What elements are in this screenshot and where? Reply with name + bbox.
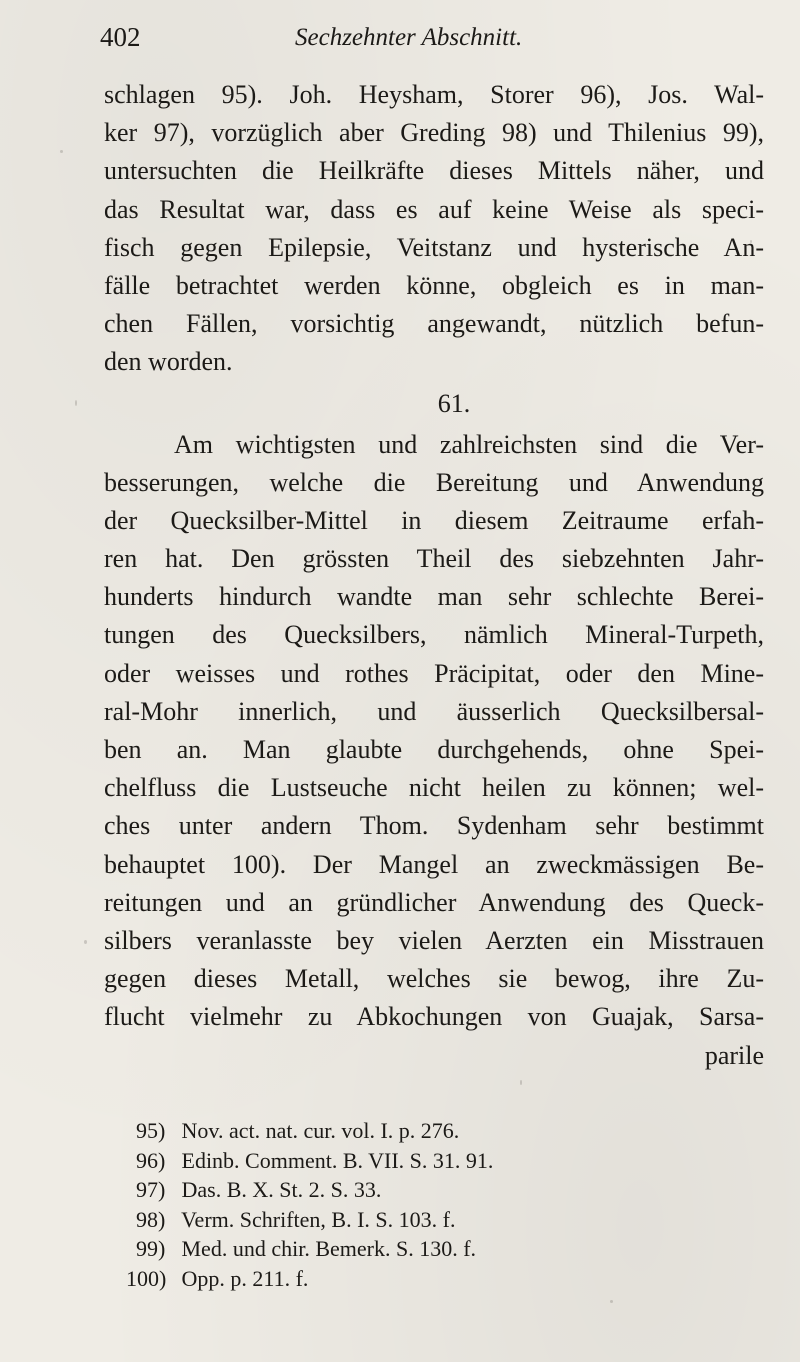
text-line: ren hat. Den grössten Theil des siebzehnten Jahr- [104, 544, 764, 574]
page-number: 402 [100, 22, 141, 52]
catchword: parile [704, 1040, 764, 1070]
footnotes [126, 1116, 756, 1294]
footnote-number: 100) [126, 1265, 167, 1291]
footnote-number: 98) [136, 1206, 166, 1232]
footnote-text: Verm. Schriften, B. I. S. 103. f. [181, 1206, 456, 1232]
text-line: ral-Mohr innerlich, und äusserlich Quecksilbersal- [104, 696, 764, 726]
footnote-text: Nov. act. nat. cur. vol. I. p. 276. [181, 1118, 460, 1143]
text-line: fisch gegen Epilepsie, Veitstanz und hysterische An- [104, 232, 764, 262]
text-line: untersuchten die Heilkräfte dieses Mittels näher, und [104, 156, 764, 186]
text-line: ches unter andern Thom. Sydenham sehr bestimmt [104, 811, 764, 841]
text-line: Am wichtigsten und zahlreichsten sind die Ver- [174, 429, 764, 459]
text-line: besserungen, welche die Bereitung und Anwendung [104, 467, 764, 497]
paper-speck [610, 1300, 613, 1303]
paper-speck [60, 150, 63, 153]
text-line: reitungen und an gründlicher Anwendung des Queck- [104, 887, 764, 917]
footnote-number: 99) [136, 1236, 166, 1262]
chapter-title: Sechzehnter Abschnitt. [295, 24, 523, 51]
text-line: den worden. [104, 347, 233, 377]
footnote [136, 1175, 756, 1205]
text-line: behauptet 100). Der Mangel an zweckmässigen Be- [104, 849, 764, 879]
text-line: flucht vielmehr zu Abkochungen von Guajak, Sarsa- [104, 1002, 764, 1032]
paper-speck [75, 400, 77, 406]
text-line: ker 97), vorzüglich aber Greding 98) und Thilenius 99), [104, 118, 764, 148]
footnote [136, 1234, 756, 1264]
text-line: gegen dieses Metall, welches sie bewog, ihre Zu- [104, 964, 764, 994]
paper-speck [520, 1080, 522, 1085]
footnote-text: Opp. p. 211. f. [181, 1265, 309, 1291]
footnote [136, 1205, 756, 1235]
running-head [100, 22, 760, 62]
text-line: ben an. Man glaubte durchgehends, ohne Spei- [104, 735, 764, 764]
text-line: der Quecksilber-Mittel in diesem Zeitraume erfah- [104, 505, 764, 535]
footnote-number: 97) [136, 1177, 166, 1203]
footnote [136, 1146, 756, 1176]
footnote-number: 96) [136, 1147, 166, 1173]
paper-speck [750, 240, 752, 243]
footnote-number: 95) [136, 1118, 166, 1143]
text-line: oder weisses und rothes Präcipitat, oder den Mine- [104, 658, 764, 688]
text-line: chelfluss die Lustseuche nicht heilen zu können; wel- [104, 773, 764, 803]
text-line: das Resultat war, dass es auf keine Weise als speci- [104, 194, 764, 224]
body-text [104, 76, 764, 1075]
footnote [136, 1116, 756, 1146]
text-line: chen Fällen, vorsichtig angewandt, nützlich befun- [104, 309, 764, 339]
footnote-text: Med. und chir. Bemerk. S. 130. f. [181, 1236, 477, 1262]
footnote-text: Das. B. X. St. 2. S. 33. [181, 1177, 382, 1203]
text-line: hunderts hindurch wandte man sehr schlechte Berei- [104, 582, 764, 612]
section-number: 61. [437, 388, 471, 418]
footnote [126, 1264, 756, 1294]
footnote-text: Edinb. Comment. B. VII. S. 31. 91. [181, 1147, 494, 1173]
text-line: tungen des Quecksilbers, nämlich Mineral-Turpeth, [104, 620, 764, 650]
text-line: schlagen 95). Joh. Heysham, Storer 96), Jos. Wal- [104, 80, 764, 109]
text-line: fälle betrachtet werden könne, obgleich es in man- [104, 270, 764, 300]
text-line: silbers veranlasste bey vielen Aerzten ein Misstrauen [104, 925, 764, 955]
paper-speck [84, 940, 87, 944]
